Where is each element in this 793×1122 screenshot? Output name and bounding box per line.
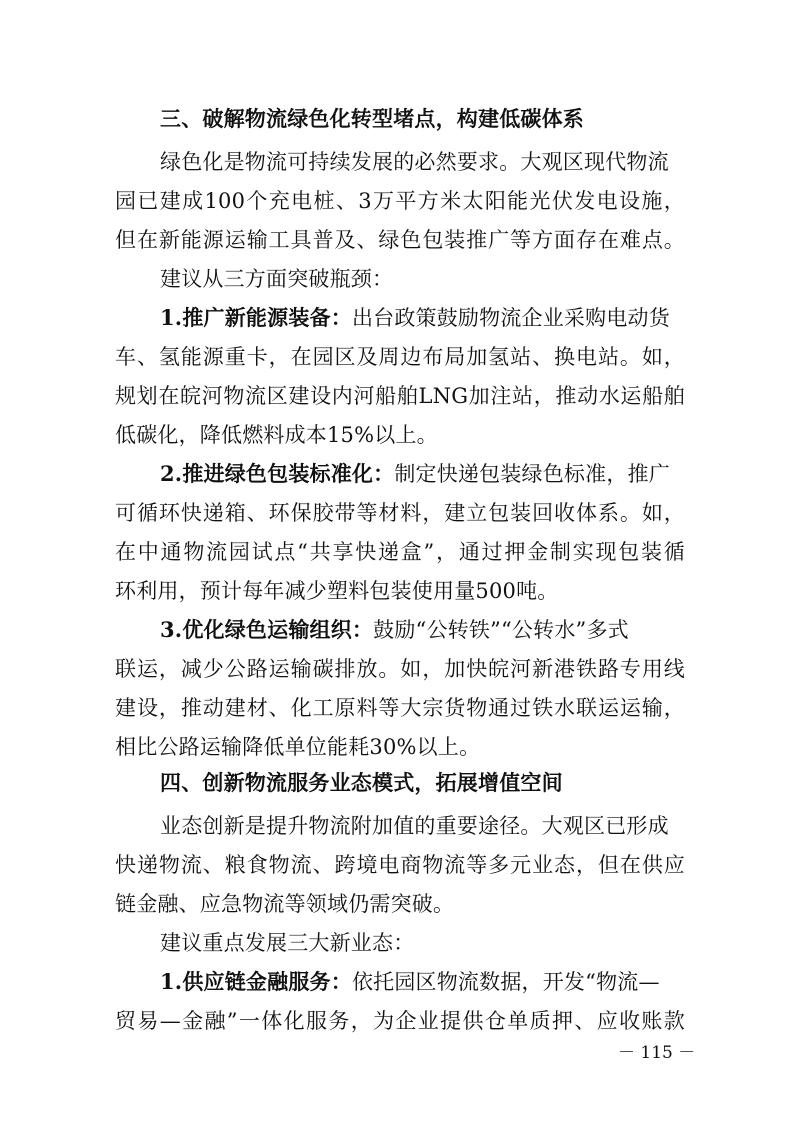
- item-1-line-2: 车、氢能源重卡，在园区及周边布局加氢站、换电站。如，: [115, 345, 685, 369]
- item-3-line-3: 建设，推动建材、化工原料等大宗货物通过铁水联运运输，: [115, 696, 685, 720]
- service-item-1-title: 1.供应链金融服务：: [160, 969, 352, 994]
- item-1-title: 1.推广新能源装备：: [160, 305, 352, 330]
- item-2-line-1: [160, 459, 685, 489]
- paragraph-2-line-1: 建议从三方面突破瓶颈：: [160, 267, 394, 291]
- item-1-line-3: 规划在皖河物流区建设内河船舶LNG加注站，推动水运船舶: [115, 384, 685, 408]
- item-3-line-1-text: 鼓励“公转铁”“公转水”多式: [373, 618, 629, 642]
- paragraph-1-line-1: 绿色化是物流可持续发展的必然要求。大观区现代物流: [160, 150, 669, 174]
- service-item-1-line-2: 贸易—金融”一体化服务，为企业提供仓单质押、应收账款: [115, 1009, 685, 1033]
- paragraph-3-line-3: 链金融、应急物流等领域仍需突破。: [115, 892, 455, 916]
- item-1-line-4: 低碳化，降低燃料成本15%以上。: [115, 423, 438, 447]
- paragraph-3-line-2: 快递物流、粮食物流、跨境电商物流等多元业态，但在供应: [115, 853, 685, 877]
- section-heading-4: 四、创新物流服务业态模式，拓展增值空间: [160, 770, 563, 795]
- item-1-line-1: [160, 303, 685, 333]
- item-2-title: 2.推进绿色包装标准化：: [160, 461, 395, 486]
- item-2-line-1-text: 制定快递包装绿色标准，推广: [394, 462, 670, 486]
- item-3-line-1: [160, 615, 685, 645]
- service-item-1-line-1-text: 依托园区物流数据，开发“物流—: [351, 970, 660, 994]
- page-number: － 115 －: [618, 1043, 696, 1063]
- service-item-1-line-1: [160, 967, 685, 997]
- paragraph-4-line-1: 建议重点发展三大新业态：: [160, 931, 415, 955]
- item-3-line-4: 相比公路运输降低单位能耗30%以上。: [115, 735, 481, 759]
- item-2-line-4: 环利用，预计每年减少塑料包装使用量500吨。: [115, 579, 559, 603]
- paragraph-1-line-2: 园已建成100个充电桩、3万平方米太阳能光伏发电设施，: [115, 189, 685, 213]
- item-3-line-2: 联运，减少公路运输碳排放。如，加快皖河新港铁路专用线: [115, 657, 685, 681]
- item-2-line-3: 在中通物流园试点“共享快递盒”，通过押金制实现包装循: [115, 540, 685, 564]
- item-3-title: 3.优化绿色运输组织：: [160, 617, 374, 642]
- section-heading-3: 三、破解物流绿色化转型堵点，构建低碳体系: [160, 106, 584, 131]
- paragraph-1-line-3: 但在新能源运输工具普及、绿色包装推广等方面存在难点。: [115, 228, 685, 252]
- item-2-line-2: 可循环快递箱、环保胶带等材料，建立包装回收体系。如，: [115, 501, 685, 525]
- item-1-line-1-text: 出台政策鼓励物流企业采购电动货: [351, 306, 670, 330]
- paragraph-3-line-1: 业态创新是提升物流附加值的重要途径。大观区已形成: [160, 814, 669, 838]
